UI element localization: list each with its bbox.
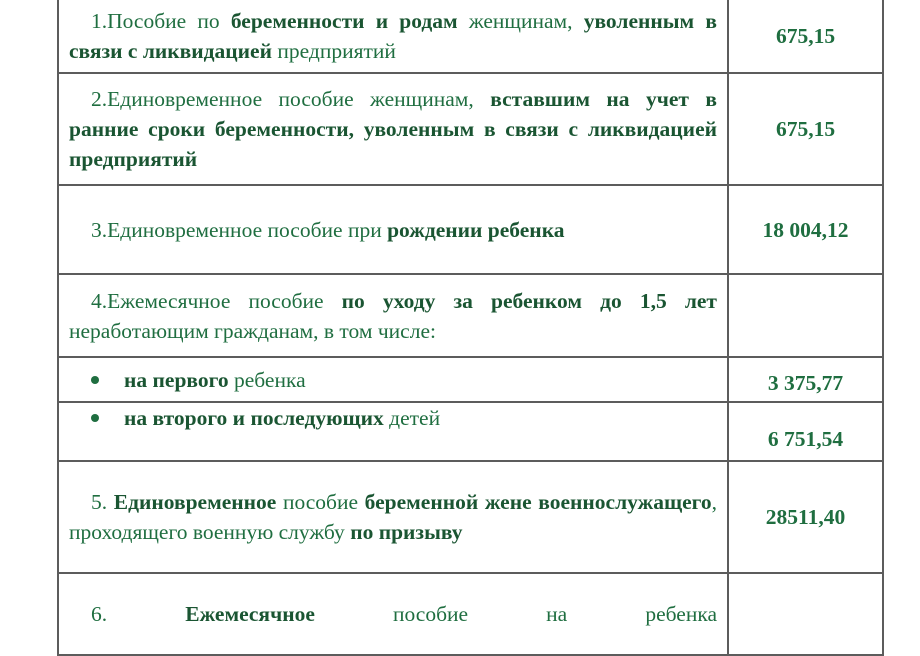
benefit-amount: 6 751,54 bbox=[728, 402, 883, 461]
table-row bbox=[58, 573, 883, 655]
benefit-description bbox=[58, 402, 728, 461]
table-row bbox=[58, 185, 883, 274]
bullet-line: на первого ребенка bbox=[69, 365, 717, 395]
benefits-table bbox=[57, 0, 884, 656]
benefit-amount: 675,15 bbox=[728, 0, 883, 73]
bullet-icon bbox=[91, 376, 99, 384]
table-row bbox=[58, 357, 883, 402]
benefit-description: 4.Ежемесячное пособие по уходу за ребенком до 1,5 лет неработающим гражданам, в том числе: bbox=[58, 274, 728, 357]
table-row bbox=[58, 274, 883, 357]
benefit-amount bbox=[728, 573, 883, 655]
benefit-amount: 28511,40 bbox=[728, 461, 883, 573]
benefit-amount bbox=[728, 274, 883, 357]
bullet-line: на второго и последующих детей bbox=[69, 403, 717, 433]
benefit-amount: 18 004,12 bbox=[728, 185, 883, 274]
bullet-icon bbox=[91, 414, 99, 422]
benefit-description: 1.Пособие по беременности и родам женщинам, уволенным в связи с ликвидацией предприятий bbox=[58, 0, 728, 73]
table-row bbox=[58, 0, 883, 73]
benefit-description: 3.Единовременное пособие при рождении ребенка bbox=[58, 185, 728, 274]
table-row bbox=[58, 73, 883, 185]
table-row bbox=[58, 461, 883, 573]
benefit-description: 5. Единовременное пособие беременной жене военнослужащего, проходящего военную службу по призыву bbox=[58, 461, 728, 573]
benefit-amount: 675,15 bbox=[728, 73, 883, 185]
benefit-amount: 3 375,77 bbox=[728, 357, 883, 402]
benefit-description: 2.Единовременное пособие женщинам, вставшим на учет в ранние сроки беременности, уволенным в связи с ликвидацией предприятий bbox=[58, 73, 728, 185]
table-row bbox=[58, 402, 883, 461]
benefit-description bbox=[58, 357, 728, 402]
benefit-description: 6. Ежемесячное пособие на ребенка bbox=[58, 573, 728, 655]
